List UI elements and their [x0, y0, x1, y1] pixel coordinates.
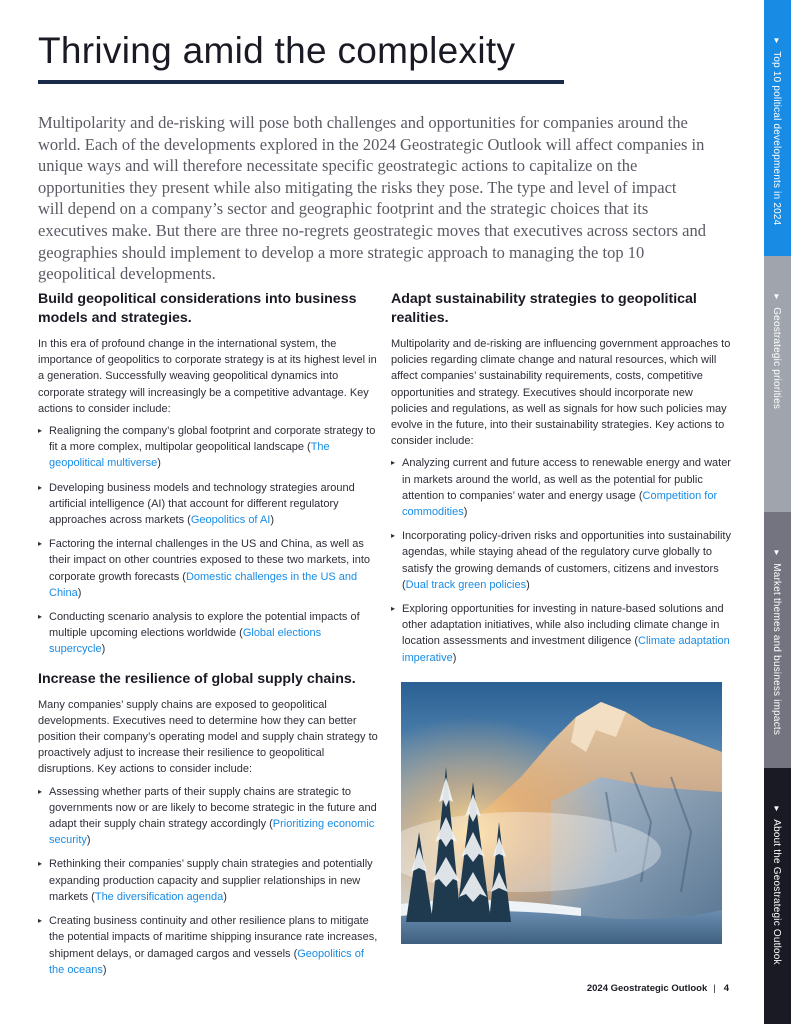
section-body-supply: Many companies’ supply chains are exposed to geopolitical developments. Executives need to determine how they can better position their company’s operating model and supply chain strategy to proactively adjust to increase their resilience to geopolitical disruptions. Key actions to consider include: [38, 698, 378, 776]
nav-tab-top-10-developments[interactable] [764, 0, 791, 256]
section-body-sustainability: Multipolarity and de-risking are influencing government approaches to policies regarding climate change and natural resources, which will affect companies’ sustainability requirements, costs, competitive opportunities and strategy. Executives should incorporate new policies and regulations, as well as signals for how such policies may evolve in the future, into their sustainability strategies. Key actions to consider include: [391, 338, 731, 448]
bullet-item: ▸ Exploring opportunities for investing in nature-based solutions and other adaptation initiatives, while also including climate change in location assessments and investment diligence (Climate adaptation imperative) [391, 601, 731, 666]
nav-tab-label: About the Geostrategic Outlook [771, 819, 782, 965]
bullet-item: ▸ Incorporating policy-driven risks and opportunities into sustainability agendas, while staying ahead of the regulatory curve globally to satisfy the growing demands of customers, citizens and investors (Dual track green policies) [391, 528, 731, 593]
bullet-item: ▸ Analyzing current and future access to renewable energy and water in markets around the world, as well as the potential for public attention to companies’ water and energy usage (Competition for commodities) [391, 455, 731, 520]
right-column [391, 290, 731, 674]
bullet-list-supply [38, 784, 378, 978]
intro-paragraph: Multipolarity and de-risking will pose both challenges and opportunities for companies around the world. Each of the developments explored in the 2024 Geostrategic Outlook will affect companies in unique ways and will therefore necessitate specific geostrategic actions to capitalize on the opportunities they present while also mitigating the risks they pose. The type and level of impact will depend on a company’s sector and geographic footprint and the strategic choices that its executives make. But there are three no-regrets geostrategic moves that executives across sectors and geographies should implement to develop a more strategic approach to managing the top 10 geopolitical developments. [38, 113, 706, 284]
bullet-list-business [38, 423, 378, 658]
link-domestic-challenges[interactable]: Domestic challenges in the US and China [49, 570, 358, 599]
page-footer [587, 983, 729, 994]
nav-tab-label: Geostrategic priorities [771, 307, 782, 410]
triangle-down-icon: ▼ [772, 548, 781, 558]
section-heading-sustainability: Adapt sustainability strategies to geopolitical realities. [391, 291, 697, 326]
section-heading-business: Build geopolitical considerations into business models and strategies. [38, 291, 357, 326]
link-dual-track-green-policies[interactable]: Dual track green policies [405, 578, 527, 591]
link-global-elections-supercycle[interactable]: Global elections supercycle [49, 627, 322, 656]
link-prioritizing-economic-security[interactable]: Prioritizing economic security [49, 818, 375, 847]
section-heading-supply: Increase the resilience of global supply chains. [38, 670, 356, 687]
bullet-item: ▸ Realigning the company’s global footprint and corporate strategy to fit a more complex, multipolar geopolitical landscape (The geopolitical multiverse) [38, 423, 378, 472]
mountain-landscape-illustration [401, 682, 722, 944]
nav-tab-about-outlook[interactable] [764, 768, 791, 1024]
page-title: Thriving amid the complexity [38, 30, 516, 71]
triangle-down-icon: ▼ [772, 804, 781, 814]
bullet-item: ▸ Rethinking their companies’ supply chain strategies and potentially expanding production capacity and supplier relationships in new markets (The diversification agenda) [38, 856, 378, 905]
section-body-business: In this era of profound change in the international system, the importance of geopolitics to corporate strategy is at its highest level in a generation. Successfully weaving geopolitical dynamics into corporate strategy will increasingly be a competitive advantage. Key actions to consider include: [38, 338, 377, 415]
link-diversification-agenda[interactable]: The diversification agenda [94, 890, 224, 903]
triangle-down-icon: ▼ [772, 36, 781, 46]
nav-tab-geostrategic-priorities[interactable] [764, 256, 791, 512]
link-climate-adaptation-imperative[interactable]: Climate adaptation imperative [402, 635, 730, 664]
nav-tab-market-themes[interactable] [764, 512, 791, 768]
bullet-item: ▸ Creating business continuity and other resilience plans to mitigate the potential impacts of maritime shipping insurance rate increases, shipment delays, or damaged cargos and vessels (Geopolitics of the oceans) [38, 913, 378, 978]
bullet-list-sustainability [391, 455, 731, 665]
bullet-item: ▸ Assessing whether parts of their supply chains are strategic to governments now or are likely to become strategic in the future and adapt their supply chain strategy accordingly (Prioritizing economic security) [38, 784, 378, 849]
footer-separator: | [713, 983, 716, 994]
link-geopolitical-multiverse[interactable]: The geopolitical multiverse [49, 441, 330, 470]
triangle-down-icon: ▼ [772, 292, 781, 302]
section-nav-sidebar [764, 0, 791, 1024]
bullet-item: ▸ Factoring the internal challenges in the US and China, as well as their impact on other countries exposed to these two markets, into corporate growth forecasts (Domestic challenges in the US and China) [38, 536, 378, 601]
link-geopolitics-of-oceans[interactable]: Geopolitics of the oceans [49, 947, 364, 976]
nav-tab-label: Top 10 political developments in 2024 [771, 51, 782, 226]
link-competition-for-commodities[interactable]: Competition for commodities [402, 489, 718, 519]
snowy-mountain-photo [401, 682, 722, 944]
bullet-item: ▸ Developing business models and technology strategies around artificial intelligence (AI) that account for different regulatory approaches across markets (Geopolitics of AI) [38, 480, 378, 529]
footer-publication: 2024 Geostrategic Outlook [586, 983, 708, 994]
left-column [38, 290, 378, 986]
bullet-item: ▸ Conducting scenario analysis to explore the potential impacts of multiple upcoming elections worldwide (Global elections supercycle) [38, 609, 378, 658]
link-geopolitics-of-ai[interactable]: Geopolitics of AI [190, 514, 271, 527]
nav-tab-label: Market themes and business impacts [771, 563, 782, 736]
page-number: 4 [723, 983, 729, 994]
title-underline [38, 80, 564, 84]
